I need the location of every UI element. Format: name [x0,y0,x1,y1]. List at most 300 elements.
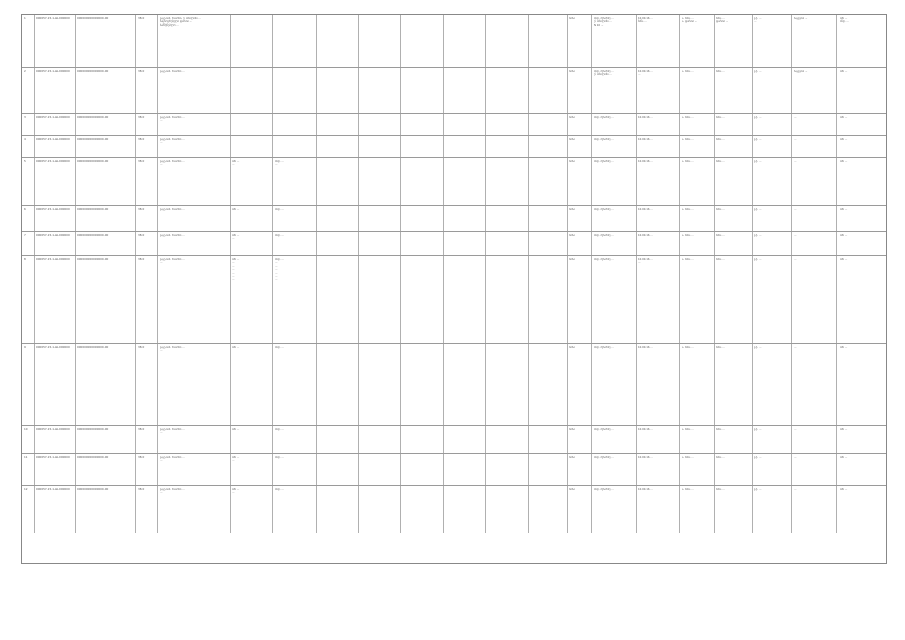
column-divider [567,206,568,231]
cell-line: ვაკე-საბ. რაიონი ... [160,208,185,211]
cell-id: 11 [24,456,28,459]
column-divider [34,344,35,425]
column-divider [636,136,637,157]
cell-r7 [840,17,885,66]
column-divider [791,15,792,67]
column-divider [443,426,444,453]
column-divider [567,136,568,157]
cell-line: ინდ. მეწარმე ... [594,488,614,491]
column-divider [230,206,231,231]
column-divider [358,114,359,135]
column-divider [752,426,753,453]
column-divider [567,158,568,205]
cell-line: ინდ. მეწარმე ... [594,456,614,459]
column-divider [752,232,753,255]
column-divider [316,344,317,425]
cell-r5 [754,160,788,205]
cell-status: ბინა [569,234,575,237]
column-divider [836,158,837,205]
cell-r2 [638,70,676,113]
cell-r4 [716,488,750,533]
column-divider [400,344,401,425]
cell-line: შპს ... [840,70,848,73]
column-divider [591,256,592,343]
cell-line: ქ. თბილისი ... [594,73,612,77]
column-divider [272,158,273,205]
cell-r5 [754,428,788,453]
column-divider [230,158,231,205]
cell-line: საცხოვრებელი ფართი ... [160,20,193,24]
cell-r4 [716,17,750,66]
cell-desc [160,138,230,157]
cell-line: ... [232,278,235,282]
cell-r4 [716,70,750,113]
column-divider [443,206,444,231]
column-divider [485,486,486,533]
column-divider [679,426,680,453]
cell-r2 [638,160,676,205]
cell-status: ბინა [569,428,575,431]
column-divider [836,114,837,135]
column-divider [791,256,792,343]
cell-line: ა. ბინა ... [682,208,694,211]
column-divider [528,256,529,343]
cell-extra2 [275,234,313,255]
cell-status: ბინა [569,17,575,20]
column-divider [752,256,753,343]
column-divider [135,344,136,425]
column-divider [485,256,486,343]
cell-line: შპს ... [840,456,848,459]
cell-r4 [716,234,750,255]
cell-amount: 38.0 [138,234,145,237]
column-divider [316,232,317,255]
column-divider [75,136,76,157]
cell-r2 [638,488,676,533]
cell-r1 [594,346,634,425]
cell-code-b: 000000000000000-00 [77,456,109,459]
column-divider [791,454,792,485]
cell-code-b: 000000000000000-00 [77,208,109,211]
column-divider [34,206,35,231]
column-divider [157,256,158,343]
column-divider [636,158,637,205]
column-divider [636,68,637,113]
cell-code-a: 000057-15-1-Ш-000000 [36,116,70,119]
cell-line: ... [794,428,797,431]
column-divider [157,344,158,425]
column-divider [485,15,486,67]
column-divider [358,136,359,157]
cell-line: 10.00.16 ... [638,258,653,261]
column-divider [791,344,792,425]
cell-line: შპს ... [232,428,240,431]
column-divider [316,426,317,453]
cell-line: ... [794,116,797,119]
column-divider [34,68,35,113]
cell-line: ა. ბინა ... [682,346,694,349]
column-divider [752,15,753,67]
cell-r5 [754,258,788,343]
cell-line: ა. ბინა ... [682,234,694,237]
column-divider [567,68,568,113]
cell-r3 [682,456,712,485]
cell-line: ნაკვეთი ... [794,70,808,73]
cell-line: ... [275,268,278,272]
cell-extra1 [232,488,270,533]
column-divider [400,206,401,231]
cell-status: ბინა [569,346,575,349]
cell-line: ვ.ჯ. ... [754,234,762,237]
cell-line: ... [160,141,163,145]
cell-line: ინდ. მეწარმე ... [594,17,614,20]
cell-id: 8 [24,258,26,261]
column-divider [443,158,444,205]
table-row [22,157,886,205]
column-divider [358,68,359,113]
column-divider [591,68,592,113]
column-divider [230,68,231,113]
cell-line: ბინა ... [716,428,725,431]
cell-line: ... [275,261,278,265]
cell-line: 10.00.16 ... [638,346,653,349]
column-divider [75,344,76,425]
cell-line: შპს ... [840,116,848,119]
column-divider [679,158,680,205]
column-divider [75,206,76,231]
column-divider [791,486,792,533]
cell-line: ინდ. ... [275,208,284,211]
cell-id: 4 [24,138,26,141]
column-divider [443,344,444,425]
column-divider [528,454,529,485]
column-divider [157,426,158,453]
cell-line: ბინა ... [716,456,725,459]
cell-r7 [840,456,885,485]
column-divider [75,158,76,205]
column-divider [443,15,444,67]
column-divider [679,256,680,343]
column-divider [358,15,359,67]
cell-line: ა. ბინა ... [682,258,694,261]
column-divider [836,232,837,255]
column-divider [34,136,35,157]
cell-r5 [754,138,788,157]
column-divider [836,486,837,533]
cell-line: ... [232,491,235,495]
cell-extra1 [232,346,270,425]
cell-r4 [716,138,750,157]
cell-line: სამშენებლო ... [160,23,179,27]
column-divider [157,68,158,113]
column-divider [528,426,529,453]
cell-line: ... [232,237,235,241]
cell-status: ბინა [569,160,575,163]
cell-r3 [682,116,712,135]
cell-line: ვაკე-საბ. რაიონი ... [160,258,185,261]
column-divider [272,68,273,113]
column-divider [485,454,486,485]
cell-r7 [840,208,885,231]
cell-r1 [594,456,634,485]
table-row [22,255,886,343]
cell-line: ინდ. ... [275,488,284,491]
cell-status: ბინა [569,138,575,141]
column-divider [567,114,568,135]
cell-code-b: 000000000000000-00 [77,488,109,491]
cell-line: ... [160,119,163,123]
cell-code-a: 000057-15-1-Ш-000000 [36,346,70,349]
cell-line: ვ.ჯ. ... [754,488,762,491]
column-divider [714,232,715,255]
column-divider [485,344,486,425]
cell-line: ინდ. მეწარმე ... [594,160,614,163]
table-row [22,231,886,255]
cell-id: 9 [24,346,26,349]
cell-r3 [682,70,712,113]
column-divider [157,158,158,205]
cell-amount: 38.0 [138,116,145,119]
cell-line: შპს ... [232,488,240,491]
cell-line: ვაკე-საბ. რაიონი ... [160,138,185,141]
cell-line: შპს ... [840,208,848,211]
cell-id: 5 [24,160,26,163]
column-divider [791,206,792,231]
table-row [22,485,886,533]
cell-line: ა. ბინა ... [682,70,694,73]
column-divider [34,232,35,255]
cell-line: შპს ... [232,234,240,237]
column-divider [230,486,231,533]
column-divider [75,426,76,453]
cell-line: ბინა ... [716,116,725,119]
column-divider [34,158,35,205]
cell-r5 [754,17,788,66]
cell-line: ინდ. ... [275,346,284,349]
column-divider [358,158,359,205]
column-divider [135,68,136,113]
cell-desc [160,428,230,453]
column-divider [714,68,715,113]
cell-status: ბინა [569,258,575,261]
column-divider [591,426,592,453]
cell-r6 [794,488,834,533]
column-divider [791,114,792,135]
cell-r6 [794,160,834,205]
column-divider [75,256,76,343]
column-divider [485,136,486,157]
column-divider [791,158,792,205]
cell-line: ვაკე-საბ. რაიონი, ქ. თბილისი ... [160,17,201,20]
cell-line: ა. ბინა ... [682,160,694,163]
cell-line: შპს ... [840,160,848,163]
cell-r2 [638,346,676,425]
cell-line: ინდ. ... [275,258,284,261]
column-divider [230,114,231,135]
cell-r1 [594,17,634,66]
column-divider [443,68,444,113]
cell-line: ბინა ... [716,234,725,237]
cell-r2 [638,208,676,231]
column-divider [752,486,753,533]
cell-line: ... [232,275,235,279]
cell-amount: 38.0 [138,208,145,211]
column-divider [157,15,158,67]
cell-line: ... [638,73,641,77]
cell-desc [160,346,230,425]
cell-line: 10.00.16 ... [638,488,653,491]
column-divider [230,344,231,425]
column-divider [528,68,529,113]
cell-line: ... [232,268,235,272]
column-divider [791,426,792,453]
column-divider [358,206,359,231]
column-divider [443,454,444,485]
cell-amount: 38.0 [138,488,145,491]
cell-line: ბინა ... [716,346,725,349]
column-divider [316,486,317,533]
column-divider [358,426,359,453]
column-divider [591,454,592,485]
cell-line: ინდ. მეწარმე ... [594,234,614,237]
cell-code-b: 000000000000000-00 [77,70,109,73]
column-divider [679,344,680,425]
column-divider [34,114,35,135]
cell-line: ინდ. მეწარმე ... [594,70,614,73]
cell-line: ინდ. ... [275,234,284,237]
cell-line: N 10 ... [594,23,604,27]
column-divider [836,206,837,231]
cell-line: ვაკე-საბ. რაიონი ... [160,116,185,119]
cell-id: 1 [24,17,26,20]
cell-line: 10.00.16 ... [638,70,653,73]
cell-line: ვაკე-საბ. რაიონი ... [160,346,185,349]
cell-line: ბინა ... [716,70,725,73]
cell-r4 [716,160,750,205]
cell-r3 [682,346,712,425]
column-divider [836,426,837,453]
column-divider [272,232,273,255]
column-divider [714,454,715,485]
cell-amount: 38.0 [138,258,145,261]
column-divider [567,15,568,67]
table-row [22,113,886,135]
cell-code-b: 000000000000000-00 [77,258,109,261]
column-divider [485,68,486,113]
column-divider [272,486,273,533]
cell-line: ... [794,488,797,491]
table-row [22,453,886,485]
column-divider [34,486,35,533]
cell-line: შპს ... [232,258,240,261]
cell-line: ვაკე-საბ. რაიონი ... [160,234,185,237]
column-divider [791,68,792,113]
cell-line: ბინა ... [638,20,647,24]
column-divider [316,206,317,231]
column-divider [75,232,76,255]
cell-extra1 [232,160,270,205]
cell-code-a: 000057-15-1-Ш-000000 [36,488,70,491]
table-row [22,135,886,157]
column-divider [591,232,592,255]
cell-status: ბინა [569,208,575,211]
cell-desc [160,488,230,533]
cell-code-a: 000057-15-1-Ш-000000 [36,138,70,141]
column-divider [272,206,273,231]
column-divider [316,15,317,67]
column-divider [34,426,35,453]
cell-line: შპს ... [840,138,848,141]
table-row [22,15,886,67]
cell-code-a: 000057-15-1-Ш-000000 [36,456,70,459]
cell-extra2 [275,208,313,231]
column-divider [400,256,401,343]
data-table [21,14,887,564]
cell-line: 10.00.16 ... [638,208,653,211]
cell-line: ინდ. მეწარმე ... [594,116,614,119]
table-row [22,343,886,425]
cell-extra2 [275,258,313,343]
column-divider [230,426,231,453]
column-divider [75,114,76,135]
cell-r4 [716,428,750,453]
cell-r7 [840,428,885,453]
column-divider [714,158,715,205]
cell-line: ინდ. მეწარმე ... [594,138,614,141]
column-divider [400,15,401,67]
column-divider [443,232,444,255]
cell-r6 [794,346,834,425]
column-divider [714,426,715,453]
cell-desc [160,456,230,485]
cell-desc [160,17,230,66]
cell-r7 [840,138,885,157]
column-divider [714,344,715,425]
column-divider [400,486,401,533]
cell-amount: 38.0 [138,17,145,20]
column-divider [272,454,273,485]
column-divider [752,158,753,205]
column-divider [75,15,76,67]
column-divider [636,454,637,485]
column-divider [135,136,136,157]
cell-id: 10 [24,428,28,431]
cell-line: ინდ. ... [275,428,284,431]
cell-id: 6 [24,208,26,211]
cell-line: ... [638,261,641,265]
cell-extra1 [232,208,270,231]
cell-extra2 [275,346,313,425]
column-divider [400,114,401,135]
cell-r6 [794,138,834,157]
column-divider [836,344,837,425]
cell-line: ... [232,261,235,265]
column-divider [443,136,444,157]
column-divider [636,344,637,425]
cell-r2 [638,428,676,453]
cell-line: ბინა ... [716,258,725,261]
cell-code-b: 000000000000000-00 [77,346,109,349]
column-divider [679,15,680,67]
cell-line: ინდ. ... [275,456,284,459]
cell-r5 [754,70,788,113]
cell-line: ბინა ... [716,208,725,211]
cell-line: ა. ბინა ... [682,17,694,20]
column-divider [528,136,529,157]
cell-line: ვ.ჯ. ... [754,428,762,431]
cell-r2 [638,138,676,157]
cell-line: ... [275,271,278,275]
